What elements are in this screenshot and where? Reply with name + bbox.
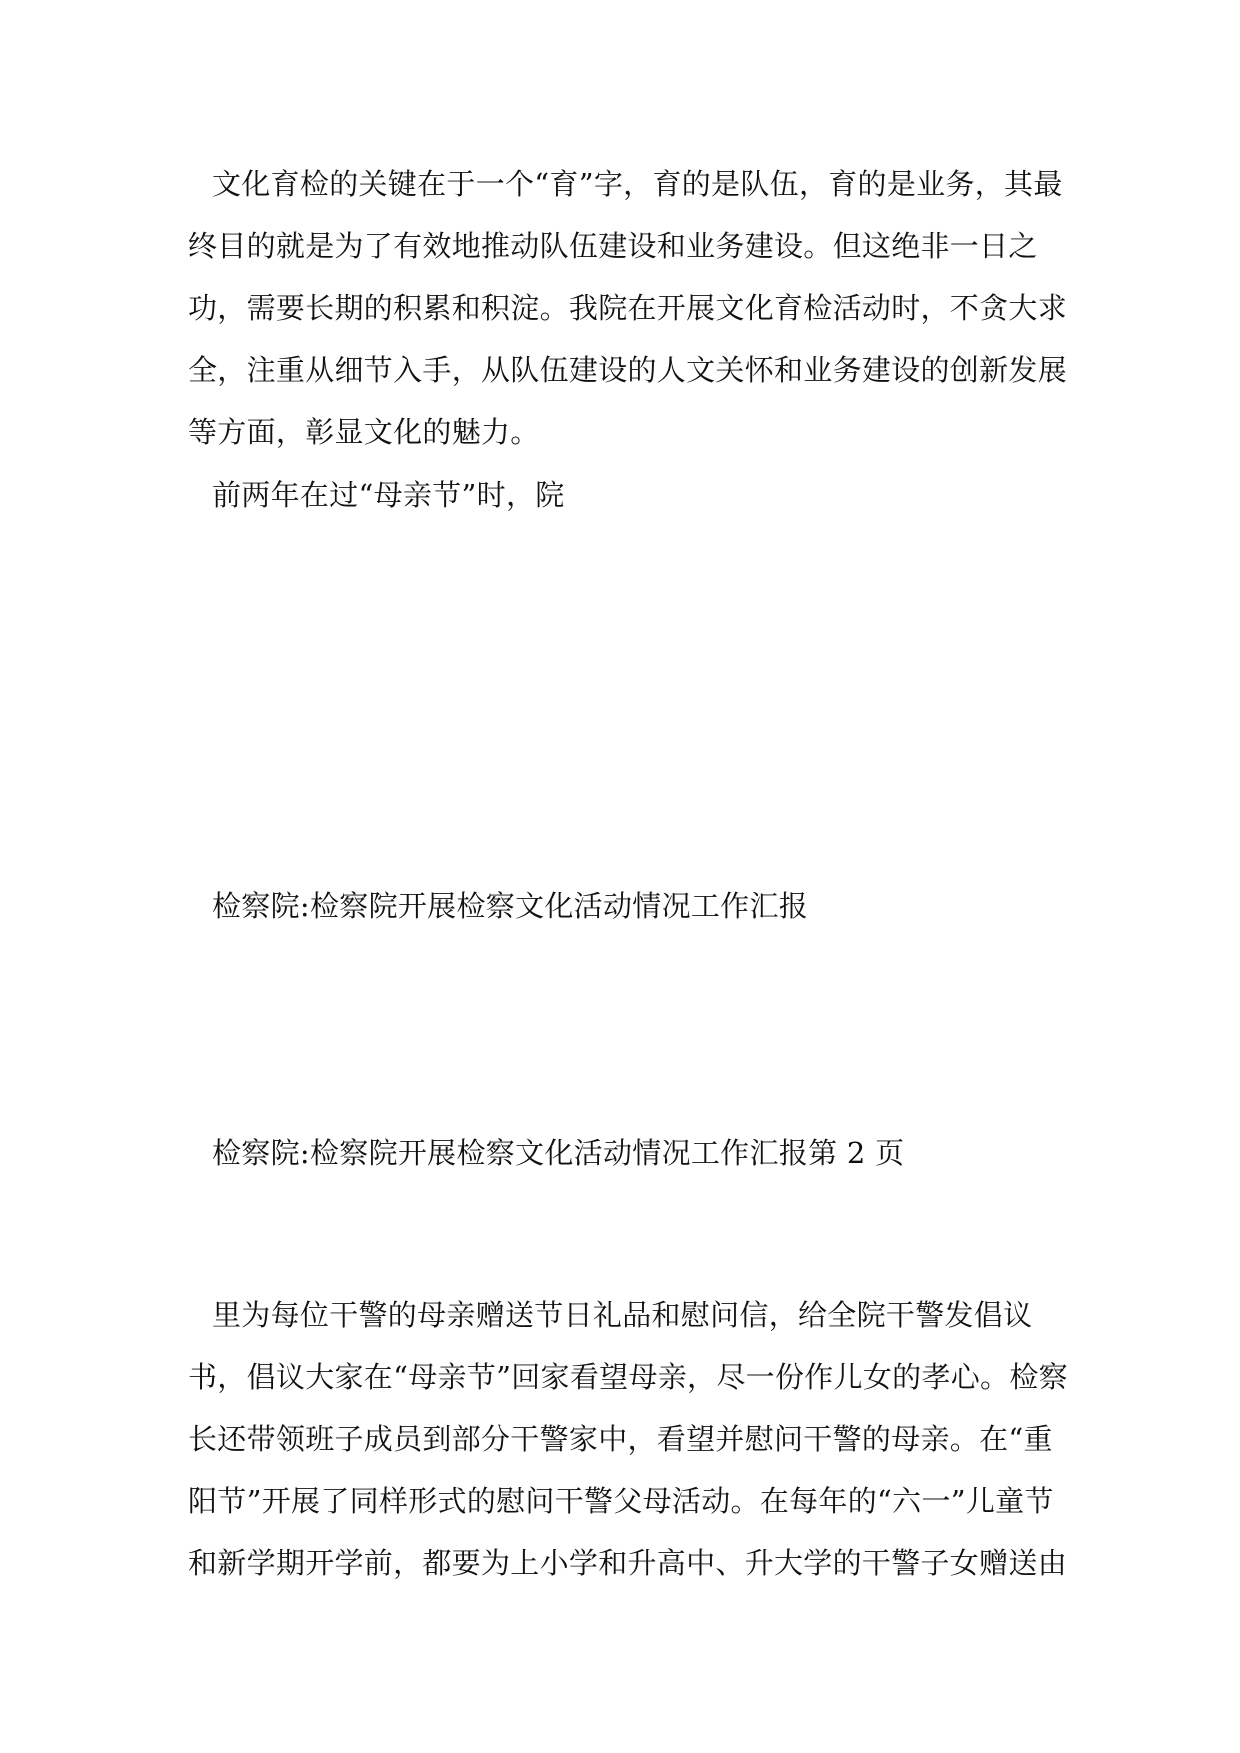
paragraph-1-line-5: 等方面，彰显文化的魅力。 (188, 415, 540, 449)
paragraph-2-line-1: 前两年在过“母亲节”时，院 (212, 478, 565, 512)
paragraph-1-line-1: 文化育检的关键在于一个“育”字，育的是队伍，育的是业务，其最 (212, 167, 1063, 201)
paragraph-3-line-2: 书，倡议大家在“母亲节”回家看望母亲，尽一份作儿女的孝心。检察 (188, 1360, 1068, 1394)
paragraph-3-line-4: 阳节”开展了同样形式的慰问干警父母活动。在每年的“六一”儿童节 (188, 1484, 1054, 1518)
paragraph-1-line-3: 功，需要长期的积累和积淀。我院在开展文化育检活动时，不贪大求 (188, 291, 1068, 325)
section-heading: 检察院:检察院开展检察文化活动情况工作汇报 (212, 889, 809, 923)
paragraph-3-line-3: 长还带领班子成员到部分干警家中，看望并慰问干警的母亲。在“重 (188, 1422, 1053, 1456)
paragraph-1-line-2: 终目的就是为了有效地推动队伍建设和业务建设。但这绝非一日之 (188, 229, 1038, 263)
paragraph-3-line-1: 里为每位干警的母亲赠送节日礼品和慰问信，给全院干警发倡议 (212, 1298, 1033, 1332)
page-heading: 检察院:检察院开展检察文化活动情况工作汇报第 2 页 (212, 1136, 905, 1170)
paragraph-3-line-5: 和新学期开学前，都要为上小学和升高中、升大学的干警子女赠送由 (188, 1546, 1068, 1580)
paragraph-1-line-4: 全，注重从细节入手，从队伍建设的人文关怀和业务建设的创新发展 (188, 353, 1068, 387)
